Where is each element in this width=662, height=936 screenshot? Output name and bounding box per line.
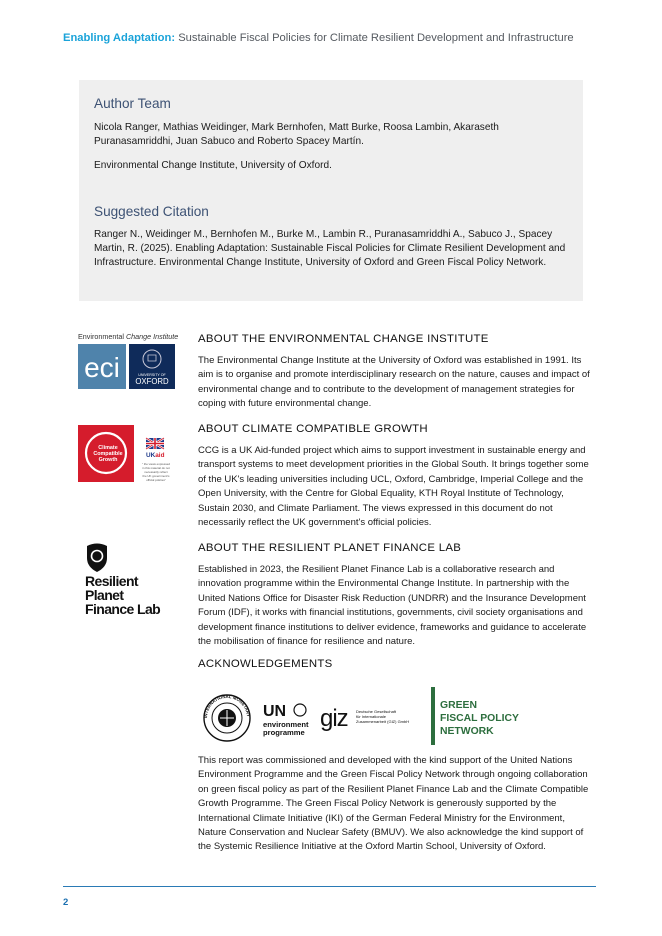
oxford-small: UNIVERSITY OF [138,373,166,377]
ukaid-note-4: the UK government's [142,474,170,478]
author-team-heading: Author Team [94,96,171,111]
giz-wordmark: giz [320,705,348,732]
page-number: 2 [63,897,69,908]
oxford-wordmark: OXFORD [135,377,169,386]
gfpn-bar [431,687,435,745]
unep-line-1: environment [263,720,309,729]
giz-line-2: für Internationale [356,714,387,719]
rpfl-line-1: Resilient [85,573,138,589]
gfpn-line-3: NETWORK [440,726,494,737]
rpfl-line-3: Finance Lab [85,601,161,617]
citation-text: Ranger N., Weidinger M., Bernhofen M., Burke M., Lambin R., Puranasamriddhi A., Sabuco J., Spacey Martin, R. (2025). Enabling Adaptation: Sustainable Fiscal Policies for Climate Resilient Development and Infrastructure. Environmental Change Institute, University of Oxford and Green Fiscal Policy Network. [94,229,566,269]
running-header [63,32,574,44]
acknowledgements-body: This report was commissioned and developed with the kind support of the United Nations Environment Programme and the Green Fiscal Policy Network through ongoing collaboration on green fiscal policy as part of the Resilient Planet Finance Lab and the Climate Compatible Growth Programme. The Green Fiscal Policy Network is generously supported by the International Climate Initiative (IKI) of the German Federal Ministry for the Environment, Nature Conservation and Nuclear Safety (BMUV). We also acknowledge the kind support of the Systemic Resilience Initiative at the Oxford Martin School, University of Oxford. [198,755,589,853]
author-affiliation: Environmental Change Institute, University of Oxford. [94,160,332,171]
ccg-ukaid-logo [78,425,178,485]
imf-seal-icon [200,684,251,741]
un-emblem-icon [294,704,306,716]
eci-section-body: The Environmental Change Institute at the University of Oxford was established in 1991. Its aim is to organise and promote interdisciplinary research on the nature, causes and impact of environmental change and to contribute to the development of management strategies for coping with future environmental change. [198,355,590,410]
giz-line-1: Deutsche Gesellschaft [356,709,397,714]
ccg-line-1: Climate [98,445,118,451]
author-names: Nicola Ranger, Mathias Weidinger, Mark Bernhofen, Matt Burke, Roosa Lambin, Akaraseth Puranasamriddhi, Juan Sabuco and Roberto Spacey Martín. [94,122,499,148]
giz-line-3: Zusammenarbeit (GIZ) GmbH [356,719,410,724]
ukaid-wordmark: UKaid [146,452,165,459]
imf-seal-text: INTERNATIONAL MONETARY [202,693,251,719]
rpfl-logo [84,542,176,618]
gfpn-line-2: FISCAL POLICY [440,713,519,724]
eci-wordmark: eci [84,352,120,383]
ccg-section-title: ABOUT CLIMATE COMPATIBLE GROWTH [198,423,428,435]
uk-flag-icon [146,438,164,449]
header-highlight: Enabling Adaptation: [63,32,176,44]
gfpn-logo [431,687,519,745]
rpfl-section-title: ABOUT THE RESILIENT PLANET FINANCE LAB [198,542,462,554]
ccg-line-2: Compatible [93,451,123,457]
eci-oxford-logo [78,330,178,392]
ccg-section-body: CCG is a UK Aid-funded project which aims to support investment in sustainable energy and transport systems to meet development priorities in the Global South. It brings together some of the UK's leading universities including UCL, Oxford, Cambridge, Imperial College and the Open University, with the Centre for Global Equality, KTH Royal Institute of Technology, Sustain 2030, and Climate Parliament. The views expressed in this document do not necessarily reflect the UK government's official policies. [198,445,589,529]
partner-logos [200,684,530,748]
rpfl-section-body: Established in 2023, the Resilient Planet Finance Lab is a collaborative research and innovation programme within the Environmental Change Institute. In partnership with the United Nations Office for Disaster Risk Reduction (UNDRR) and the Insurance Development Forum (IDF), it works with financial institutions, governments, civil society organisations and development finance institutions to deliver evidence, frameworks and guidance to accelerate the mobilisation of finance for resilience and nature. [198,564,587,648]
gfpn-line-1: GREEN [440,700,477,711]
footer-rule [63,886,596,887]
header-subtitle: Sustainable Fiscal Policies for Climate Resilient Development and Infrastructure [178,32,574,44]
acknowledgements-title: ACKNOWLEDGEMENTS [198,658,333,670]
giz-logo [320,705,409,732]
ukaid-note-1: " the views expressed [141,462,171,466]
author-citation-box [79,80,583,301]
rpfl-shield-icon [87,544,107,573]
ukaid-note-5: official policies" [146,478,166,482]
eci-caption: Environmental Change Institute [78,332,178,341]
un-wordmark: UN [263,703,287,720]
rpfl-line-2: Planet [85,587,124,603]
ukaid-note-3: necessarily reflect [144,470,168,474]
ukaid-note-2: in this material do not [142,466,170,470]
eci-section-title: ABOUT THE ENVIRONMENTAL CHANGE INSTITUTE [198,333,489,345]
unep-line-2: programme [263,728,305,737]
ccg-line-3: Growth [98,457,118,463]
unep-logo [263,703,309,737]
citation-heading: Suggested Citation [94,204,209,219]
